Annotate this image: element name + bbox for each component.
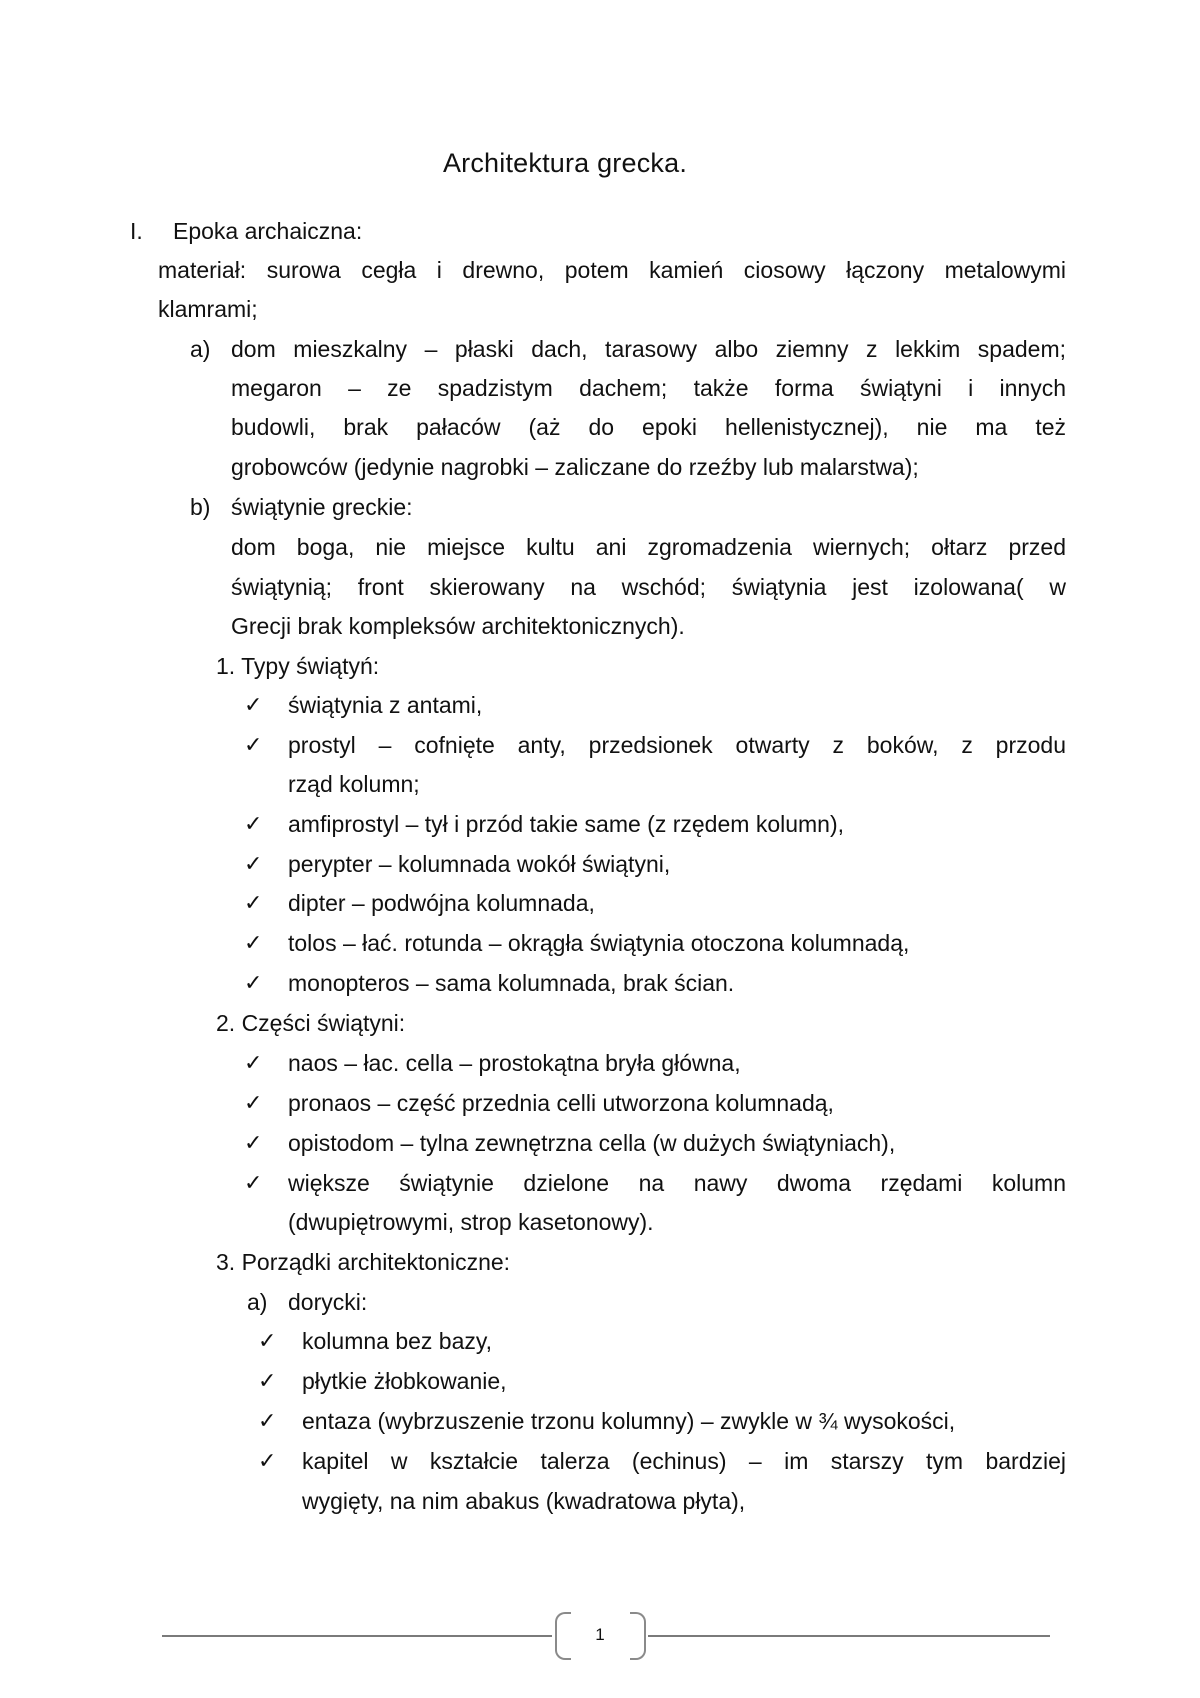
checkmark-icon: ✓ xyxy=(244,930,263,955)
item-a-line-3: budowli, brak pałaców (aż do epoki hellenistycznej), nie ma też xyxy=(231,414,1066,440)
doric-item: kolumna bez bazy, xyxy=(302,1328,493,1354)
types-item: prostyl – cofnięte anty, przedsionek otwarty z boków, z przodu xyxy=(288,732,1066,758)
footer-rule-right xyxy=(648,1635,1050,1637)
checkmark-icon: ✓ xyxy=(244,1090,263,1115)
item-b-marker: b) xyxy=(190,494,211,520)
checkmark-icon: ✓ xyxy=(258,1328,277,1353)
checkmark-icon: ✓ xyxy=(244,1130,263,1155)
parts-item: naos – łac. cella – prostokątna bryła główna, xyxy=(288,1050,741,1076)
item-a-line-1: dom mieszkalny – płaski dach, tarasowy albo ziemny z lekkim spadem; xyxy=(231,336,1066,362)
checkmark-icon: ✓ xyxy=(258,1448,277,1473)
footer-rule-left xyxy=(162,1635,552,1637)
checkmark-icon: ✓ xyxy=(244,732,263,757)
types-item-continuation: rząd kolumn; xyxy=(288,771,420,797)
page-number-bracket-right xyxy=(630,1612,646,1660)
checkmark-icon: ✓ xyxy=(258,1368,277,1393)
page-number-bracket-left xyxy=(555,1612,571,1660)
page-title: Architektura grecka. xyxy=(442,148,688,178)
doric-item-continuation: wygięty, na nim abakus (kwadratowa płyta), xyxy=(302,1488,746,1514)
parts-heading: 2. Części świątyni: xyxy=(216,1010,406,1036)
checkmark-icon: ✓ xyxy=(244,851,263,876)
parts-item-continuation: (dwupiętrowymi, strop kasetonowy). xyxy=(288,1209,654,1235)
material-line-1: materiał: surowa cegła i drewno, potem kamień ciosowy łączony metalowymi xyxy=(158,257,1066,283)
section-heading: Epoka archaiczna: xyxy=(173,218,363,244)
types-item: dipter – podwójna kolumnada, xyxy=(288,890,595,916)
checkmark-icon: ✓ xyxy=(244,811,263,836)
item-a-line-2: megaron – ze spadzistym dachem; także forma świątyni i innych xyxy=(231,375,1066,401)
item-b-line-1: dom boga, nie miejsce kultu ani zgromadzenia wiernych; ołtarz przed xyxy=(231,534,1066,560)
parts-item: większe świątynie dzielone na nawy dwoma rzędami kolumn xyxy=(288,1170,1066,1196)
doric-item: płytkie żłobkowanie, xyxy=(302,1368,507,1394)
checkmark-icon: ✓ xyxy=(244,1050,263,1075)
checkmark-icon: ✓ xyxy=(244,1170,263,1195)
types-heading: 1. Typy świątyń: xyxy=(216,653,380,679)
types-item: tolos – łać. rotunda – okrągła świątynia otoczona kolumnadą, xyxy=(288,930,910,956)
types-item: amfiprostyl – tył i przód takie same (z rzędem kolumn), xyxy=(288,811,845,837)
doric-item: entaza (wybrzuszenie trzonu kolumny) – zwykle w ¾ wysokości, xyxy=(302,1408,956,1434)
page-number: 1 xyxy=(595,1625,605,1644)
orders-heading: 3. Porządki architektoniczne: xyxy=(216,1249,511,1275)
doric-item: kapitel w kształcie talerza (echinus) – im starszy tym bardziej xyxy=(302,1448,1066,1474)
checkmark-icon: ✓ xyxy=(244,692,263,717)
item-b-line-3: Grecji brak kompleksów architektonicznych). xyxy=(231,613,685,639)
parts-item: opistodom – tylna zewnętrzna cella (w dużych świątyniach), xyxy=(288,1130,896,1156)
checkmark-icon: ✓ xyxy=(244,970,263,995)
order-a-heading: dorycki: xyxy=(288,1289,368,1315)
item-b-line-2: świątynią; front skierowany na wschód; świątynia jest izolowana( w xyxy=(231,574,1066,600)
item-b-heading: świątynie greckie: xyxy=(231,494,413,520)
item-a-line-4: grobowców (jedynie nagrobki – zaliczane do rzeźby lub malarstwa); xyxy=(231,454,919,480)
order-a-marker: a) xyxy=(247,1289,268,1315)
types-item: monopteros – sama kolumnada, brak ścian. xyxy=(288,970,735,996)
material-line-2: klamrami; xyxy=(158,296,258,322)
section-marker: I. xyxy=(130,218,143,244)
types-item: perypter – kolumnada wokół świątyni, xyxy=(288,851,671,877)
types-item: świątynia z antami, xyxy=(288,692,483,718)
checkmark-icon: ✓ xyxy=(244,890,263,915)
checkmark-icon: ✓ xyxy=(258,1408,277,1433)
item-a-marker: a) xyxy=(190,336,211,362)
parts-item: pronaos – część przednia celli utworzona kolumnadą, xyxy=(288,1090,834,1116)
